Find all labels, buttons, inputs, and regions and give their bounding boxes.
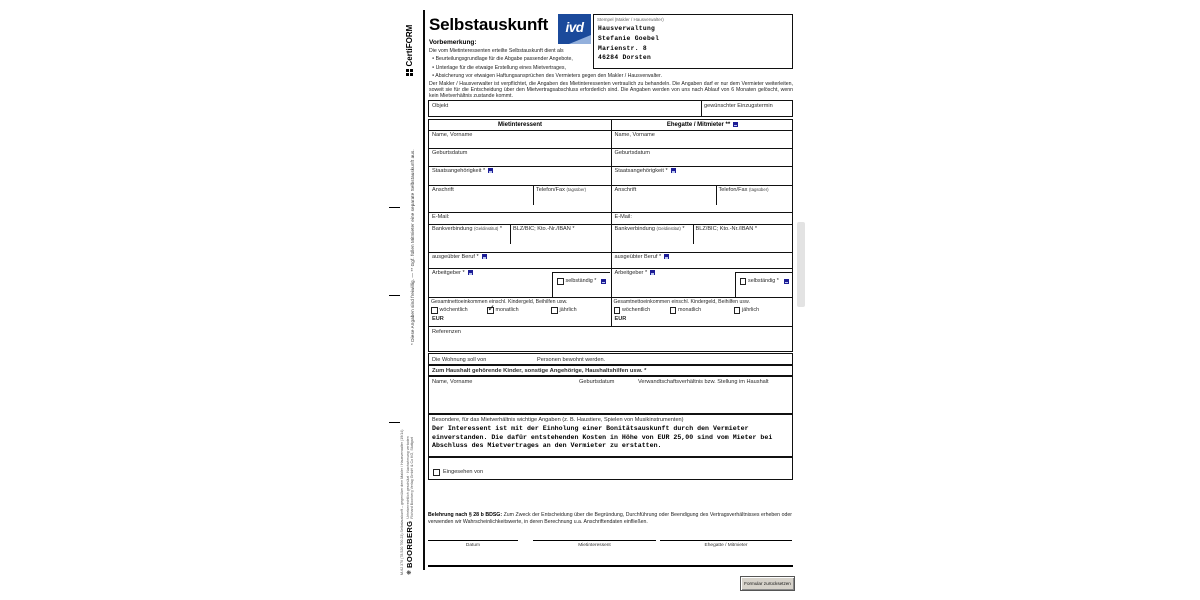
haushalt-header-row <box>428 365 793 376</box>
field-blz-label: BLZ/BIC; Kto.-Nr./IBAN * <box>513 226 575 232</box>
bottom-rule <box>428 565 793 567</box>
field-arbeitgeber-label <box>615 270 656 276</box>
belehrung-text: Zum Zweck der Entscheidung über die Begründung, Durchführung oder Beendigung des Vertragsverhältnisses erheben oder verwenden wir Wahrscheinlichkeitswerte, in deren Berechnung u.a. Anschriftendaten einfließen. <box>428 512 792 525</box>
eur-input[interactable] <box>447 316 607 324</box>
fold-mark <box>389 422 400 423</box>
bullet-icon: ● <box>432 64 435 69</box>
bullet-item <box>432 73 662 79</box>
haushalt-col-geburtsdatum: Geburtsdatum <box>579 379 615 385</box>
selbstaendig-cell <box>735 272 793 297</box>
stamp-line: 46284 Dorsten <box>598 54 652 62</box>
label-text: Bankverbindung <box>432 226 473 232</box>
belehrung-label: Belehrung nach § 28 b BDSG: <box>428 512 503 518</box>
label-suffix: (tagsüber) <box>566 187 587 192</box>
einzugstermin-input-area[interactable] <box>704 109 789 116</box>
info-icon[interactable] <box>650 270 655 275</box>
bullet-icon: ● <box>432 56 435 60</box>
certiform-squares-icon <box>406 69 413 76</box>
check-icon: ✓ <box>487 303 496 314</box>
telefon-subdivider <box>716 185 717 205</box>
field-staatsangehoerigkeit-label <box>432 168 493 174</box>
stamp-label-word: Stempel <box>597 17 614 22</box>
eingesehen-label: Eingesehen von <box>443 469 484 475</box>
bank-subdivider <box>510 224 511 244</box>
selbstaendig-label: selbständig * <box>565 278 597 285</box>
bank-subdivider <box>693 224 694 244</box>
wohnung-suffix: Personen bewohnt werden. <box>537 356 606 363</box>
field-arbeitgeber-label <box>432 270 473 276</box>
page-title: Selbstauskunft <box>429 15 549 34</box>
stamp-label-suffix: (Makler / Hausverwalter) <box>614 17 664 22</box>
bullet-item <box>432 65 566 71</box>
ivd-logo-text: ivd <box>565 20 584 35</box>
eur-label: EUR <box>432 316 444 322</box>
info-icon[interactable] <box>671 168 676 173</box>
eingesehen-box <box>428 457 793 480</box>
column-header-mietinteressent: Mietinteressent <box>497 121 542 128</box>
checkbox-selbstaendig[interactable] <box>557 278 564 285</box>
bonitaet-consent-text: Der Interessent ist mit der Einholung einer Bonitätsauskunft durch den Vermieter einverstanden. Die dafür entstehenden Kosten in Höhe von EUR 25,00 sind vom Mieter bei Abschluss des Mietvertrages an den Vermieter zu erstatten. <box>432 425 773 450</box>
haushalt-header: Zum Haushalt gehörende Kinder, sonstige Angehörige, Haushaltshilfen usw. * <box>432 368 647 374</box>
monatlich-label: monatlich <box>678 307 702 314</box>
haushalt-col-verwandtschaft: Verwandtschaftsverhältnis bzw. Stellung im Haushalt <box>638 379 769 385</box>
wohnung-row <box>428 353 793 365</box>
field-staatsangehoerigkeit-label <box>615 168 676 174</box>
haushalt-table <box>428 376 793 414</box>
fold-mark <box>389 207 400 208</box>
info-icon[interactable] <box>482 254 487 259</box>
field-anschrift-label: Anschrift <box>614 187 637 193</box>
signature-line-ehegatte <box>660 540 792 541</box>
bullet-item <box>432 56 573 62</box>
boorberg-flower-icon: ❋ <box>407 569 414 575</box>
label-text: Telefon/Fax <box>718 187 748 193</box>
stamp-label <box>597 17 792 22</box>
boorberg-publisher-line1: Urheberrechtlich geschützt · Nachahmung verboten <box>405 436 410 519</box>
field-name-label: Name, Vorname <box>614 132 655 138</box>
label-text: Staatsangehörigkeit * <box>614 168 668 174</box>
field-geburtsdatum-input[interactable] <box>615 157 785 165</box>
ivd-logo-triangle <box>569 35 591 44</box>
row-line <box>429 326 792 327</box>
column-mietinteressent <box>429 120 611 326</box>
objekt-row <box>428 100 793 117</box>
reset-form-button[interactable] <box>740 576 795 591</box>
info-icon[interactable] <box>468 270 473 275</box>
jaehrlich-label: jährlich <box>742 307 760 314</box>
field-geburtsdatum-input[interactable] <box>432 157 602 165</box>
label-star: * <box>499 226 503 232</box>
field-beruf-label <box>432 254 487 260</box>
field-email-label: E-Mail: <box>614 214 632 220</box>
column-header-ehegatte <box>612 122 794 128</box>
field-telefon-label <box>719 187 769 193</box>
field-email-label: E-Mail: <box>432 214 450 220</box>
margin-footnote-text: * Diese Angaben sind freiwillig. — ** Ggf. füllen Mitmieter eine separate Selbstauskunft aus. <box>410 149 415 345</box>
bullet-text: Beurteilungsgrundlage für die Abgabe passender Angebote, <box>435 56 573 62</box>
eur-input[interactable] <box>630 316 790 324</box>
einkommen-label: Gesamtnettoeinkommen einschl. Kindergeld, Beihilfen usw. <box>613 299 750 305</box>
stamp-box <box>593 14 793 69</box>
stamp-line: Hausverwaltung <box>598 25 656 32</box>
certiform-label: CertiFORM <box>405 24 414 67</box>
label-text: ausgeübter Beruf * <box>614 254 662 260</box>
referenzen-input[interactable] <box>432 337 788 349</box>
objekt-label: Objekt <box>432 102 449 109</box>
belehrung-paragraph <box>428 512 792 525</box>
field-anschrift-input[interactable] <box>615 195 713 210</box>
checkbox-selbstaendig[interactable] <box>740 278 747 285</box>
label-text: Arbeitgeber * <box>614 270 648 276</box>
field-bank-label <box>432 226 502 232</box>
einkommen-period-row <box>612 307 794 315</box>
margin-footnote <box>410 149 415 345</box>
selbstaendig-label: selbständig * <box>748 278 779 285</box>
field-name-input[interactable] <box>432 139 602 147</box>
checkbox-eingesehen[interactable] <box>433 469 440 476</box>
field-name-label: Name, Vorname <box>432 132 473 138</box>
haushalt-col-name: Name, Vorname <box>432 379 473 385</box>
checkbox-monatlich[interactable] <box>670 307 677 314</box>
applicant-table <box>428 119 793 352</box>
label-suffix: (tagsüber) <box>748 187 769 192</box>
telefon-subdivider <box>533 185 534 205</box>
referenzen-label: Referenzen <box>432 329 461 335</box>
bullet-text: Unterlage für die etwaige Erstellung eines Mietvertrages, <box>435 64 566 71</box>
signature-line-datum <box>428 540 518 541</box>
column-ehegatte <box>612 120 794 326</box>
checkbox-woechentlich[interactable] <box>431 307 438 314</box>
monatlich-label: monatlich <box>495 307 519 314</box>
selbstaendig-cell <box>552 272 610 297</box>
vorbemerkung-paragraph: Der Makler / Hausverwalter ist verpflichtet, die Angaben des Mietinteressenten vertraulich zu behandeln. Die Angaben darf er nur dem Vermieter weiterleiten, soweit sie für die Entscheidung über den Mietvertragsabschluss erforderlich sind. Die Angaben werden von uns nach Ablauf von 6 Monaten gelöscht, wenn kein Mietverhältnis zustande kommt. <box>429 80 793 100</box>
wohnung-prefix: Die Wohnung soll von <box>432 356 487 363</box>
field-geburtsdatum-label: Geburtsdatum <box>432 150 468 156</box>
label-text: Bankverbindung <box>614 226 655 232</box>
woechentlich-label: wöchentlich <box>622 307 651 314</box>
field-bank-label <box>615 226 685 232</box>
signature-label-ehegatte: Ehegatte / Mitmieter <box>704 543 748 548</box>
certiform-logo <box>405 25 414 76</box>
ivd-logo-strip <box>558 44 591 47</box>
label-text: ausgeübter Beruf * <box>432 254 479 260</box>
page-edge-shadow <box>797 222 805 307</box>
field-anschrift-label: Anschrift <box>432 187 454 193</box>
label-text: Telefon/Fax <box>536 187 565 193</box>
besondere-label: Besondere, für das Mietverhältnis wichtige Angaben (z. B. Haustiere, Spielen von Musikinstrumenten) <box>432 417 684 423</box>
field-beruf-label <box>615 254 670 260</box>
info-icon[interactable] <box>488 168 493 173</box>
bullet-icon: ● <box>432 73 435 77</box>
stamp-content <box>598 24 792 63</box>
label-suffix: (Geldinstitut) <box>474 226 499 231</box>
info-icon[interactable] <box>601 279 606 284</box>
field-name-input[interactable] <box>615 139 785 147</box>
personen-anzahl-input[interactable] <box>491 356 535 364</box>
bullet-text: Absicherung vor etwaigen Haftungsansprüchen des Vermieters gegen den Makler / Hausverwalter. <box>435 73 662 79</box>
field-telefon-label <box>536 187 586 193</box>
haushalt-input-area[interactable] <box>432 387 788 412</box>
ivd-logo <box>558 14 591 47</box>
label-text: Ehegatte / Mitmieter ** <box>666 121 731 128</box>
field-geburtsdatum-label: Geburtsdatum <box>614 150 650 156</box>
label-text: Arbeitgeber * <box>432 270 465 276</box>
vorbemerkung-intro: Die vom Mietinteressenten erteilte Selbstauskunft dient als <box>429 48 564 54</box>
einkommen-period-row <box>429 303 611 315</box>
boorberg-label: BOORBERG <box>405 520 415 568</box>
stamp-line: Stefanie Goebel <box>598 34 660 42</box>
label-star: * <box>682 226 685 232</box>
info-icon[interactable] <box>664 254 669 259</box>
boorberg-code-line: M-62 370 (78.520.700.23) Selbstauskunft – gegenüber dem Makler / Hausverwalter (19/14) <box>400 429 404 575</box>
checkbox-woechentlich[interactable] <box>614 307 621 314</box>
signature-line-mietinteressent <box>533 540 656 541</box>
fold-mark <box>389 295 400 296</box>
einzugstermin-label: gewünschter Einzugstermin <box>704 102 773 109</box>
label-suffix: (Geldinstitut) <box>656 226 681 231</box>
woechentlich-label: wöchentlich <box>439 307 468 314</box>
signature-label-datum: Datum <box>465 543 481 548</box>
reset-form-button-label: Formular zurücksetzen <box>744 581 791 586</box>
checkbox-jaehrlich[interactable] <box>734 307 741 314</box>
stamp-line: Marienstr. 8 <box>598 44 647 52</box>
label-text: Staatsangehörigkeit * <box>432 168 486 174</box>
eur-label: EUR <box>614 316 627 322</box>
besondere-box <box>428 414 793 457</box>
jaehrlich-label: jährlich <box>559 307 577 314</box>
signature-label-mietinteressent: Mietinteressent <box>578 543 611 548</box>
checkbox-monatlich-checked[interactable] <box>487 303 496 314</box>
boorberg-imprint <box>400 427 419 575</box>
boorberg-publisher-line2: Richard Boorberg Verlag GmbH & Co KG, Stuttgart <box>409 437 414 519</box>
page-left-border <box>423 10 425 570</box>
vorbemerkung-label: Vorbemerkung: <box>429 39 477 46</box>
objekt-divider <box>701 101 702 116</box>
einkommen-label: Gesamtnettoeinkommen einschl. Kindergeld, Beihilfen usw. <box>431 299 568 305</box>
field-blz-label: BLZ/BIC; Kto.-Nr./IBAN * <box>695 226 758 232</box>
info-icon[interactable] <box>784 279 789 284</box>
checkbox-jaehrlich[interactable] <box>551 307 558 314</box>
objekt-input-area[interactable] <box>439 109 689 116</box>
field-anschrift-input[interactable] <box>432 195 530 210</box>
info-icon[interactable] <box>733 122 738 127</box>
eingesehen-input[interactable] <box>546 468 836 476</box>
